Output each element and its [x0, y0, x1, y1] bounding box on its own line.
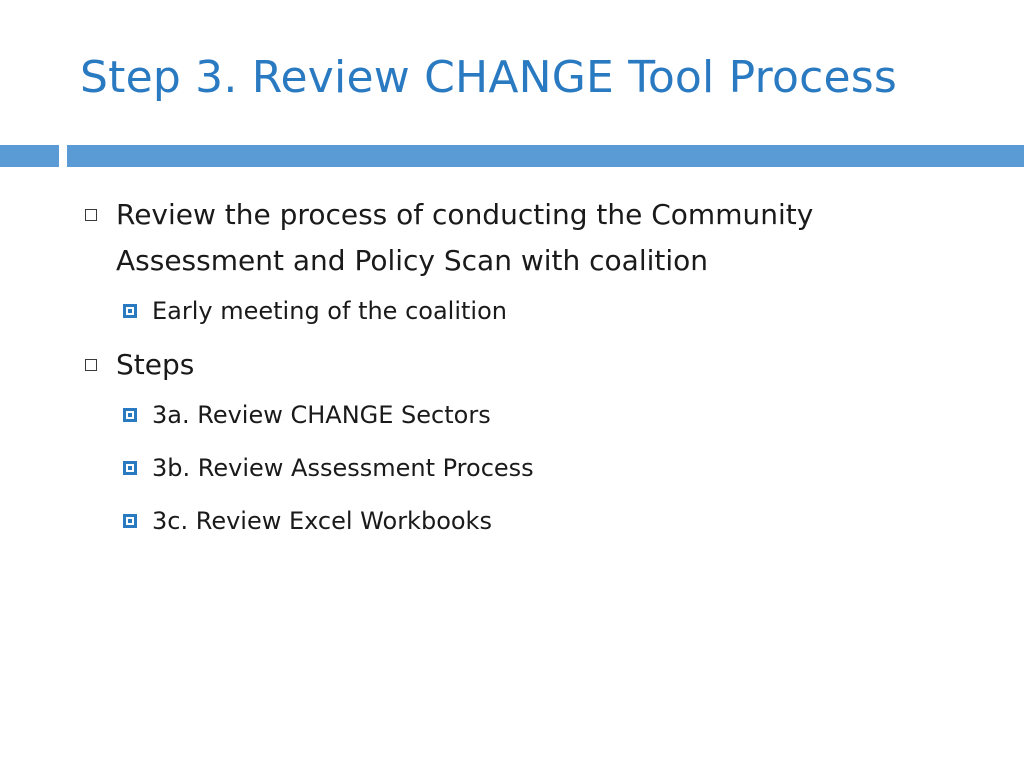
- bullet-text-line: Steps: [116, 348, 195, 381]
- bullet-item: [82, 342, 982, 388]
- sub-bullet-text: 3c. Review Excel Workbooks: [152, 507, 492, 535]
- sub-bullet-item: [82, 504, 982, 538]
- filled-square-bullet-icon: [123, 461, 137, 475]
- sub-bullet-text: Early meeting of the coalition: [152, 297, 507, 325]
- hollow-square-icon: [85, 359, 97, 371]
- filled-square-bullet-icon: [123, 514, 137, 528]
- filled-square-bullet-icon: [123, 304, 137, 318]
- sub-bullet-item: [82, 398, 982, 432]
- hollow-square-icon: [85, 209, 97, 221]
- sub-bullet-item: [82, 451, 982, 485]
- filled-square-bullet-icon: [123, 408, 137, 422]
- sub-bullet-text: 3b. Review Assessment Process: [152, 454, 534, 482]
- slide-title: Step 3. Review CHANGE Tool Process: [80, 52, 897, 103]
- title-rule-right: [67, 145, 1024, 167]
- sub-bullet-text: 3a. Review CHANGE Sectors: [152, 401, 491, 429]
- bullet-item: [82, 192, 982, 284]
- slide-body: [82, 192, 982, 538]
- bullet-text-line: Assessment and Policy Scan with coalition: [116, 244, 709, 277]
- sub-bullet-item: [82, 294, 982, 328]
- title-rule-left: [0, 145, 59, 167]
- bullet-text-line: Review the process of conducting the Community: [116, 198, 814, 231]
